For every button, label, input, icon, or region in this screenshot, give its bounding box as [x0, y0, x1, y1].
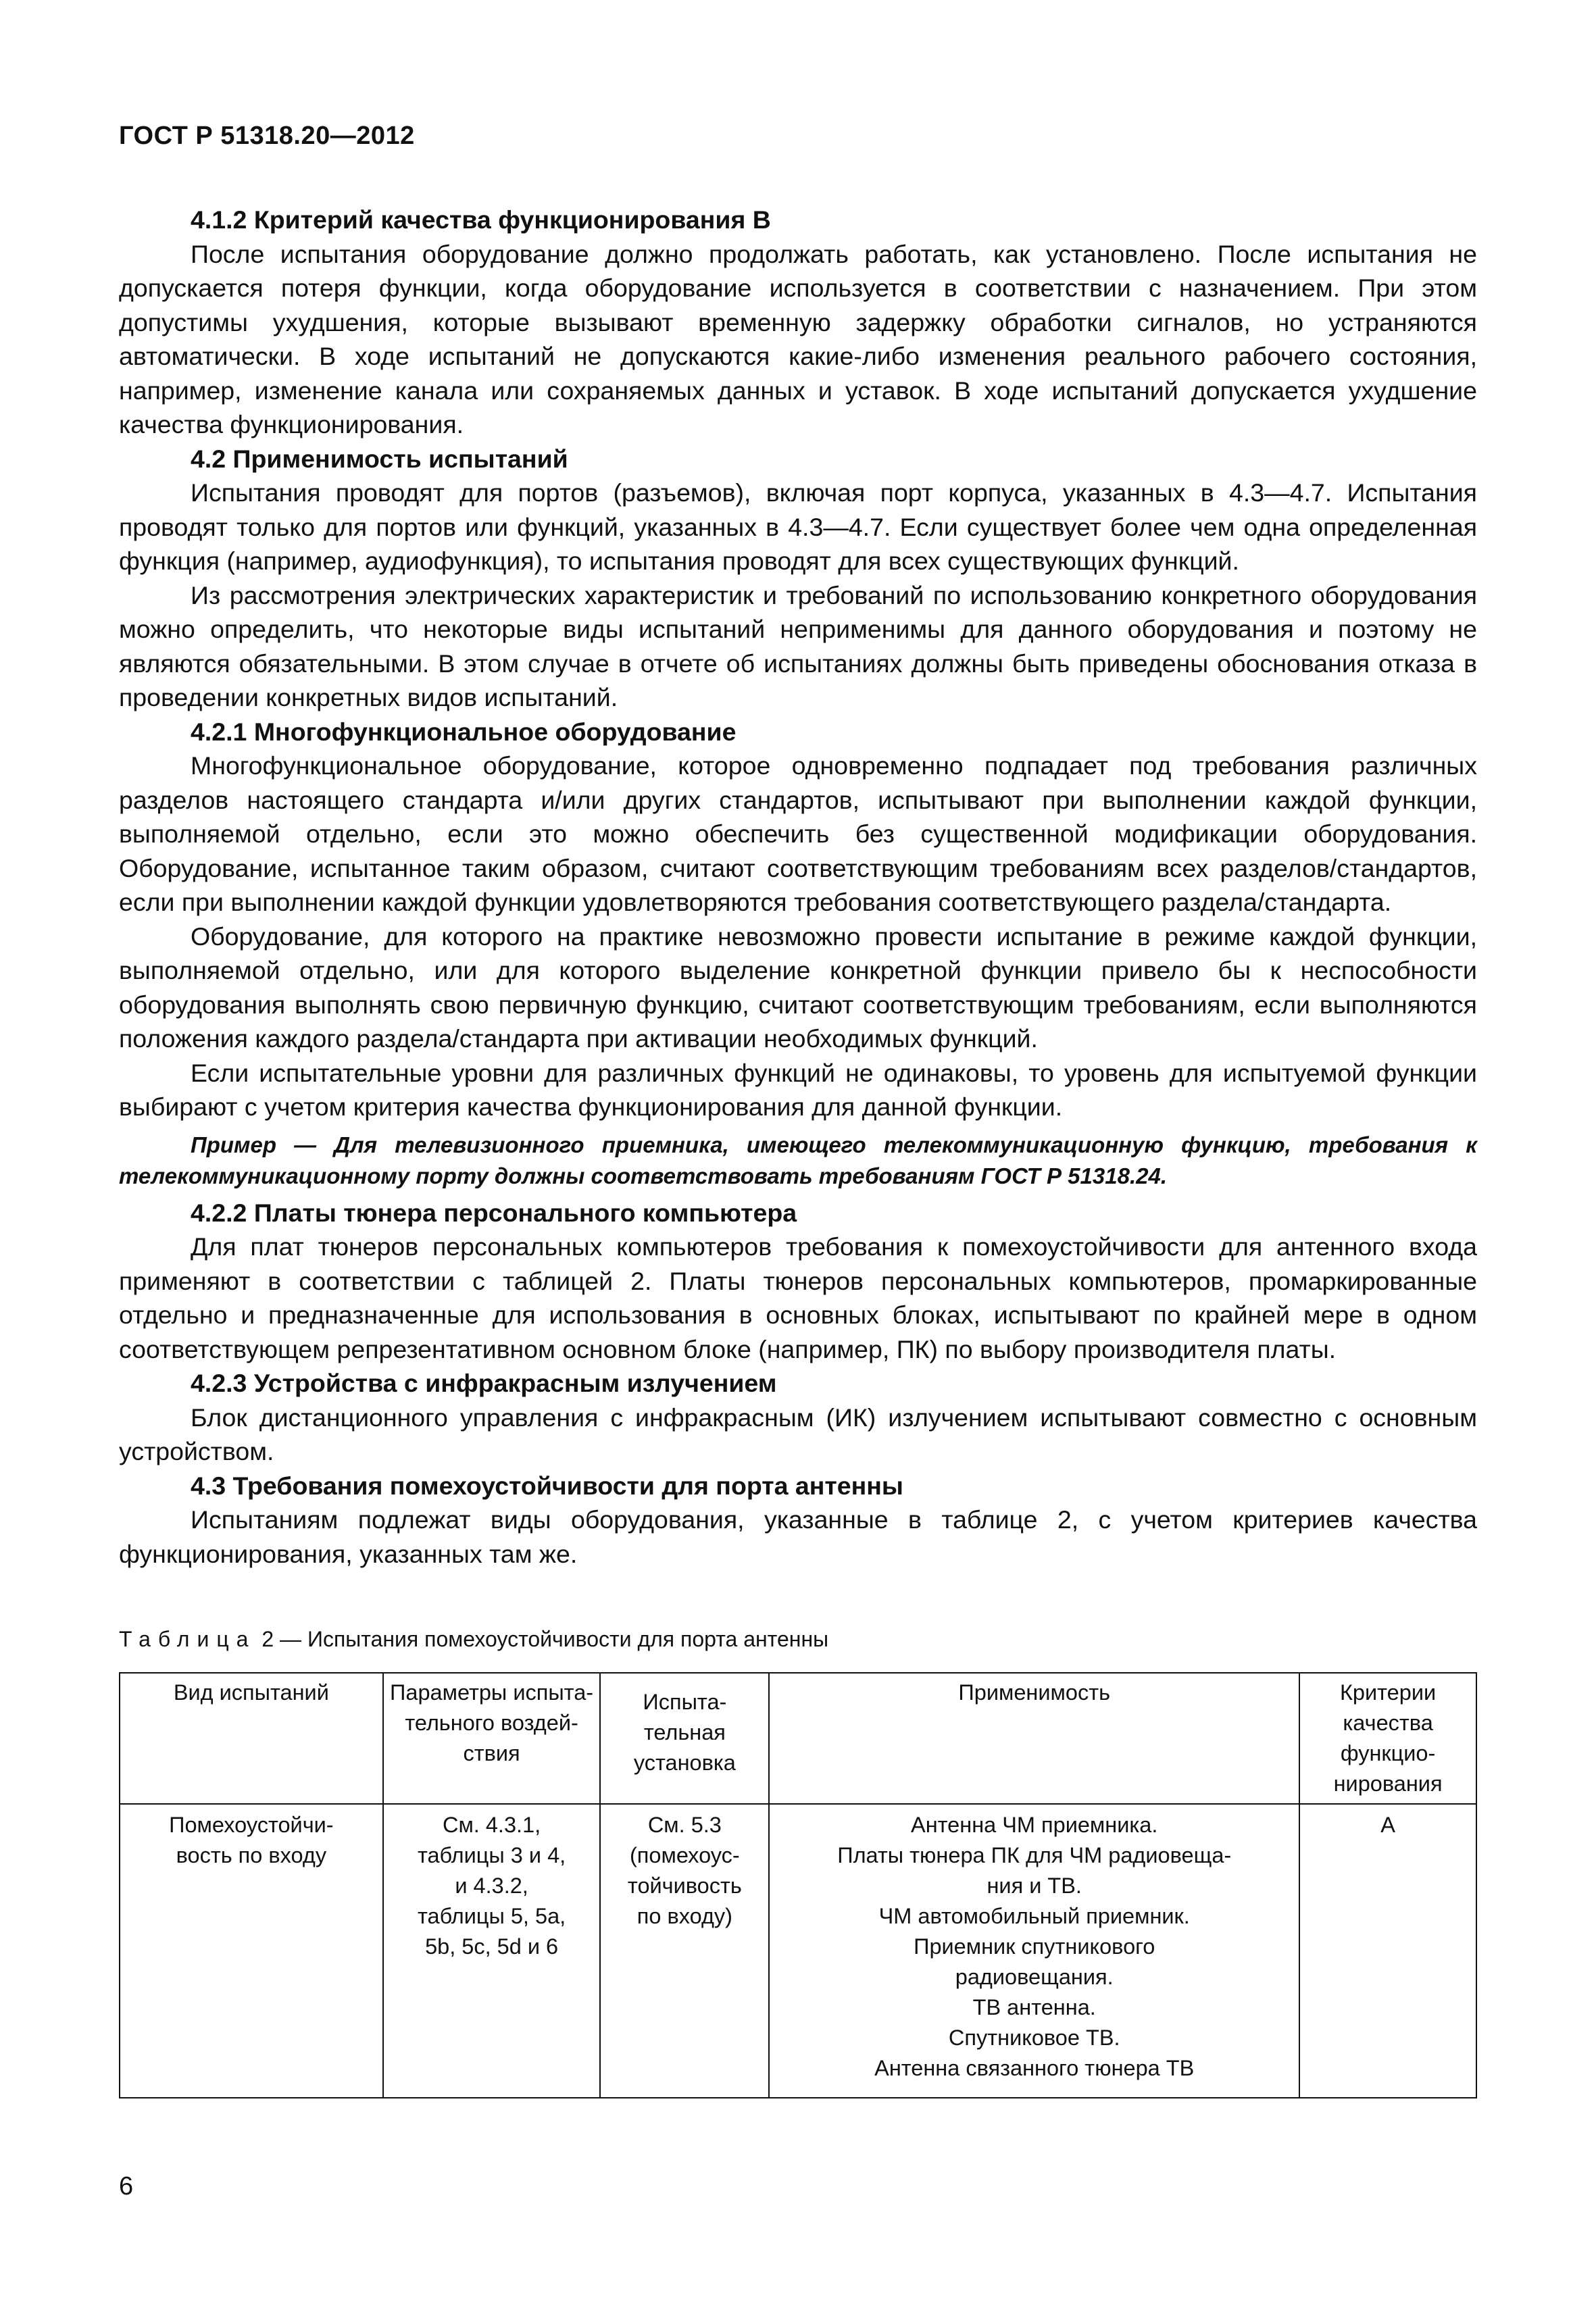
- cell-line: См. 4.3.1,: [442, 1813, 541, 1837]
- cell-line: ТВ антенна.: [972, 1995, 1096, 2019]
- header-criteria: [1299, 1673, 1476, 1804]
- document-body: [119, 203, 1477, 1571]
- paragraph: Блок дистанционного управления с инфракрасным (ИК) излучением испытывают совместно с основным устройством.: [119, 1403, 1477, 1465]
- cell-line: радиовещания.: [955, 1965, 1114, 1989]
- paragraph: Многофункциональное оборудование, которое одновременно подпадает под требования различных разделов настоящего стандарта и/или других стандартов, испытывают при выполнении каждой функции, выполняемой отдельно, если это можно обеспечить без существенной модификации оборудования. Оборудование, испытанное таким образом, считают соответствующим требованиям всех разделов/стандартов, если при выполнении каждой функции удовлетворяются требования соответствующего раздела/стандарта.: [119, 751, 1477, 916]
- cell-line: вость по входу: [176, 1843, 327, 1867]
- section-heading-4-2: 4.2 Применимость испытаний: [191, 444, 568, 473]
- cell-line: Антенна связанного тюнера ТВ: [874, 2056, 1195, 2080]
- paragraph: Если испытательные уровни для различных функций не одинаковы, то уровень для испытуемой функции выбирают с учетом критерия качества функционирования для данной функции.: [119, 1058, 1477, 1121]
- table-row: [120, 1804, 1476, 2098]
- section-heading-4-2-3: 4.2.3 Устройства с инфракрасным излучением: [191, 1369, 777, 1397]
- example-note: Пример — Для телевизионного приемника, имеющего телекоммуникационную функцию, требования к телекоммуникационному порту должны соответствовать требованиям ГОСТ Р 51318.24.: [119, 1132, 1477, 1188]
- header-line: нирования: [1333, 1771, 1443, 1796]
- header-line: Испыта-: [643, 1690, 727, 1714]
- cell-line: тойчивость: [627, 1873, 742, 1898]
- header-line: установка: [633, 1751, 736, 1775]
- paragraph: Испытания проводят для портов (разъемов), включая порт корпуса, указанных в 4.3—4.7. Испытания проводят только для портов или функций, указанных в 4.3—4.7. Если существует более чем одна определенная функция (например, аудиофункция), то испытания проводят для всех существующих функций.: [119, 478, 1477, 575]
- paragraph: Для плат тюнеров персональных компьютеров требования к помехоустойчивости для антенного входа применяют в соответствии с таблицей 2. Платы тюнеров персональных компьютеров, промаркированные отдельно и предназначенные для использования в основных блоках, испытывают по крайней мере в одном соответствующем репрезентативном основном блоке (например, ПК) по выбору производителя платы.: [119, 1232, 1477, 1363]
- cell-line: Платы тюнера ПК для ЧМ радиовеща-: [837, 1843, 1232, 1867]
- table-caption-word: Таблица: [119, 1627, 256, 1651]
- header-line: тельная: [643, 1720, 726, 1744]
- header-line: Параметры испыта-: [390, 1680, 594, 1705]
- cell-criteria: А: [1299, 1804, 1476, 2098]
- cell-line: и 4.3.2,: [455, 1873, 528, 1898]
- section-heading-4-2-2: 4.2.2 Платы тюнера персонального компьютера: [191, 1198, 797, 1227]
- header-line: Применимость: [958, 1680, 1111, 1705]
- cell-line: Приемник спутникового: [914, 1934, 1155, 1959]
- header-line: ствия: [463, 1741, 520, 1765]
- paragraph: После испытания оборудование должно продолжать работать, как установлено. После испытания не допускается потеря функции, когда оборудование используется в соответствии с назначением. При этом допустимы ухудшения, которые вызывают временную задержку обработки сигналов, но устраняются автоматически. В ходе испытаний не допускаются какие-либо изменения реального рабочего состояния, например, изменение канала или сохраняемых данных и уставок. В ходе испытаний допускается ухудшение качества функционирования.: [119, 239, 1477, 438]
- header-line: Вид испытаний: [173, 1680, 329, 1705]
- header-test-type: [120, 1673, 383, 1804]
- cell-line: по входу): [637, 1904, 732, 1928]
- table-header-row: [120, 1673, 1476, 1804]
- header-line: качества: [1343, 1711, 1433, 1735]
- cell-line: ния и ТВ.: [987, 1873, 1082, 1898]
- section-heading-4-1-2: 4.1.2 Критерий качества функционирования В: [191, 205, 771, 234]
- cell-line: См. 5.3: [647, 1813, 722, 1837]
- header-line: функцио-: [1340, 1741, 1436, 1765]
- page-number: 6: [119, 2172, 134, 2200]
- section-heading-4-3: 4.3 Требования помехоустойчивости для порта антенны: [191, 1471, 903, 1500]
- document-code: ГОСТ Р 51318.20—2012: [119, 122, 415, 150]
- table-caption-title: 2 — Испытания помехоустойчивости для порта антенны: [255, 1627, 829, 1651]
- header-applicability: [769, 1673, 1299, 1804]
- cell-line: 5b, 5c, 5d и 6: [425, 1934, 559, 1959]
- cell-line: Помехоустойчи-: [169, 1813, 334, 1837]
- table-caption: [119, 1627, 828, 1652]
- cell-test-parameters: [383, 1804, 601, 2098]
- table-2: [119, 1672, 1477, 2098]
- cell-test-type: [120, 1804, 383, 2098]
- cell-line: таблицы 3 и 4,: [417, 1843, 566, 1867]
- header-test-parameters: [383, 1673, 601, 1804]
- paragraph: Оборудование, для которого на практике невозможно провести испытание в режиме каждой функции, выполняемой отдельно, или для которого выделение конкретной функции привело бы к неспособности оборудования выполнять свою первичную функцию, считают соответствующим требованиям, если выполняются положения каждого раздела/стандарта при активации необходимых функций.: [119, 922, 1477, 1053]
- cell-test-setup: [600, 1804, 769, 2098]
- cell-applicability: [769, 1804, 1299, 2098]
- cell-line: таблицы 5, 5а,: [417, 1904, 566, 1928]
- header-line: Критерии: [1340, 1680, 1437, 1705]
- cell-line: ЧМ автомобильный приемник.: [878, 1904, 1190, 1928]
- cell-line: (помехоус-: [629, 1843, 740, 1867]
- cell-line: Антенна ЧМ приемника.: [911, 1813, 1158, 1837]
- section-heading-4-2-1: 4.2.1 Многофункциональное оборудование: [191, 717, 737, 746]
- header-line: тельного воздей-: [405, 1711, 578, 1735]
- cell-line: Спутниковое ТВ.: [948, 2026, 1120, 2050]
- paragraph: Испытаниям подлежат виды оборудования, указанные в таблице 2, с учетом критериев качества функционирования, указанных там же.: [119, 1505, 1477, 1568]
- paragraph: Из рассмотрения электрических характеристик и требований по использованию конкретного оборудования можно определить, что некоторые виды испытаний неприменимы для данного оборудования и поэтому не являются обязательными. В этом случае в отчете об испытаниях должны быть приведены обоснования отказа в проведении конкретных видов испытаний.: [119, 580, 1477, 711]
- header-test-setup: [600, 1673, 769, 1804]
